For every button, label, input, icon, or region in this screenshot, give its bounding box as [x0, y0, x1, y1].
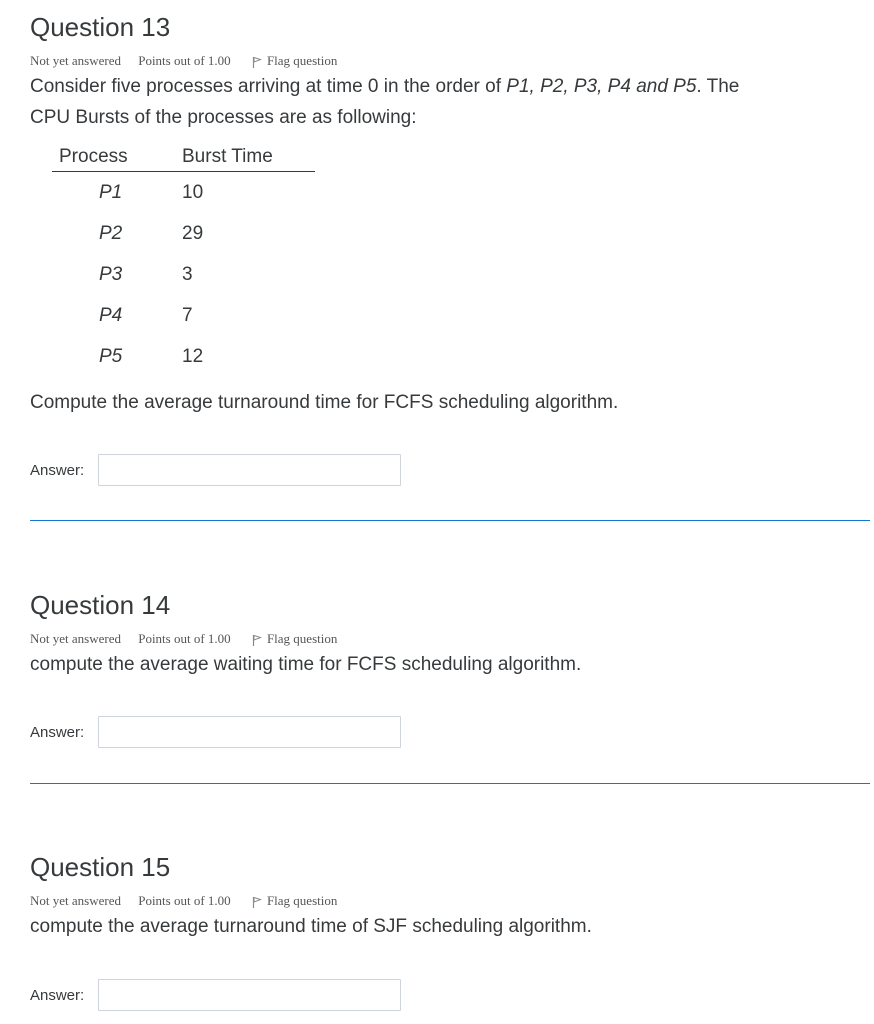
question-state: Not yet answered	[30, 631, 121, 646]
burst-time-table	[52, 143, 315, 377]
question-meta	[30, 891, 870, 911]
answer-label: Answer:	[30, 986, 85, 1004]
process-cell: P2	[99, 222, 123, 244]
flag-icon	[252, 56, 262, 68]
question-points: Points out of 1.00	[138, 53, 231, 68]
flag-question-link[interactable]	[252, 891, 337, 911]
question-points: Points out of 1.00	[138, 631, 231, 646]
table-row	[52, 172, 315, 214]
answer-input[interactable]	[98, 716, 401, 748]
process-cell: P4	[99, 304, 123, 326]
answer-row	[30, 716, 401, 748]
question-title: Question 15	[30, 852, 171, 882]
question-text-processes: P1, P2, P3, P4 and P5	[506, 76, 697, 97]
process-cell: P3	[99, 263, 123, 285]
question-text	[30, 71, 870, 133]
question-state: Not yet answered	[30, 893, 121, 908]
question-13	[30, 10, 870, 479]
question-divider	[30, 520, 870, 521]
flag-question-label: Flag question	[266, 631, 338, 646]
answer-row	[30, 979, 401, 1011]
answer-input[interactable]	[98, 454, 401, 486]
question-title: Question 14	[30, 590, 171, 620]
question-text-prefix: Consider five processes arriving at time 0 in the order of	[30, 76, 507, 97]
question-divider	[30, 783, 870, 784]
process-cell: P5	[99, 345, 123, 367]
question-title: Question 13	[30, 12, 171, 42]
burst-cell: 3	[182, 263, 193, 285]
question-text: compute the average waiting time for FCFS scheduling algorithm.	[30, 654, 582, 675]
question-text-line2: CPU Bursts of the processes are as following:	[30, 107, 417, 128]
burst-cell: 12	[182, 345, 204, 367]
answer-input[interactable]	[98, 979, 401, 1011]
question-text-suffix: . The	[696, 76, 740, 97]
table-row	[52, 336, 315, 377]
header-burst-time: Burst Time	[182, 143, 315, 172]
question-14	[30, 588, 870, 741]
flag-question-link[interactable]	[252, 629, 337, 649]
question-meta	[30, 51, 870, 71]
burst-cell: 7	[182, 304, 193, 326]
burst-cell: 29	[182, 222, 204, 244]
question-points: Points out of 1.00	[138, 893, 231, 908]
table-header-row	[52, 143, 315, 172]
question-text: compute the average turnaround time of SJF scheduling algorithm.	[30, 916, 592, 937]
flag-icon	[252, 634, 262, 646]
answer-label: Answer:	[30, 461, 85, 479]
table-row	[52, 254, 315, 295]
process-cell: P1	[99, 181, 123, 203]
flag-question-label: Flag question	[266, 893, 338, 908]
flag-icon	[252, 896, 262, 908]
table-row	[52, 295, 315, 336]
burst-cell: 10	[182, 181, 204, 203]
question-meta	[30, 629, 870, 649]
header-process: Process	[52, 143, 182, 172]
answer-label: Answer:	[30, 723, 85, 741]
table-row	[52, 213, 315, 254]
answer-row	[30, 454, 401, 486]
question-15	[30, 850, 870, 1004]
flag-question-label: Flag question	[266, 53, 338, 68]
question-prompt: Compute the average turnaround time for FCFS scheduling algorithm.	[30, 392, 619, 413]
flag-question-link[interactable]	[252, 51, 337, 71]
question-state: Not yet answered	[30, 53, 121, 68]
